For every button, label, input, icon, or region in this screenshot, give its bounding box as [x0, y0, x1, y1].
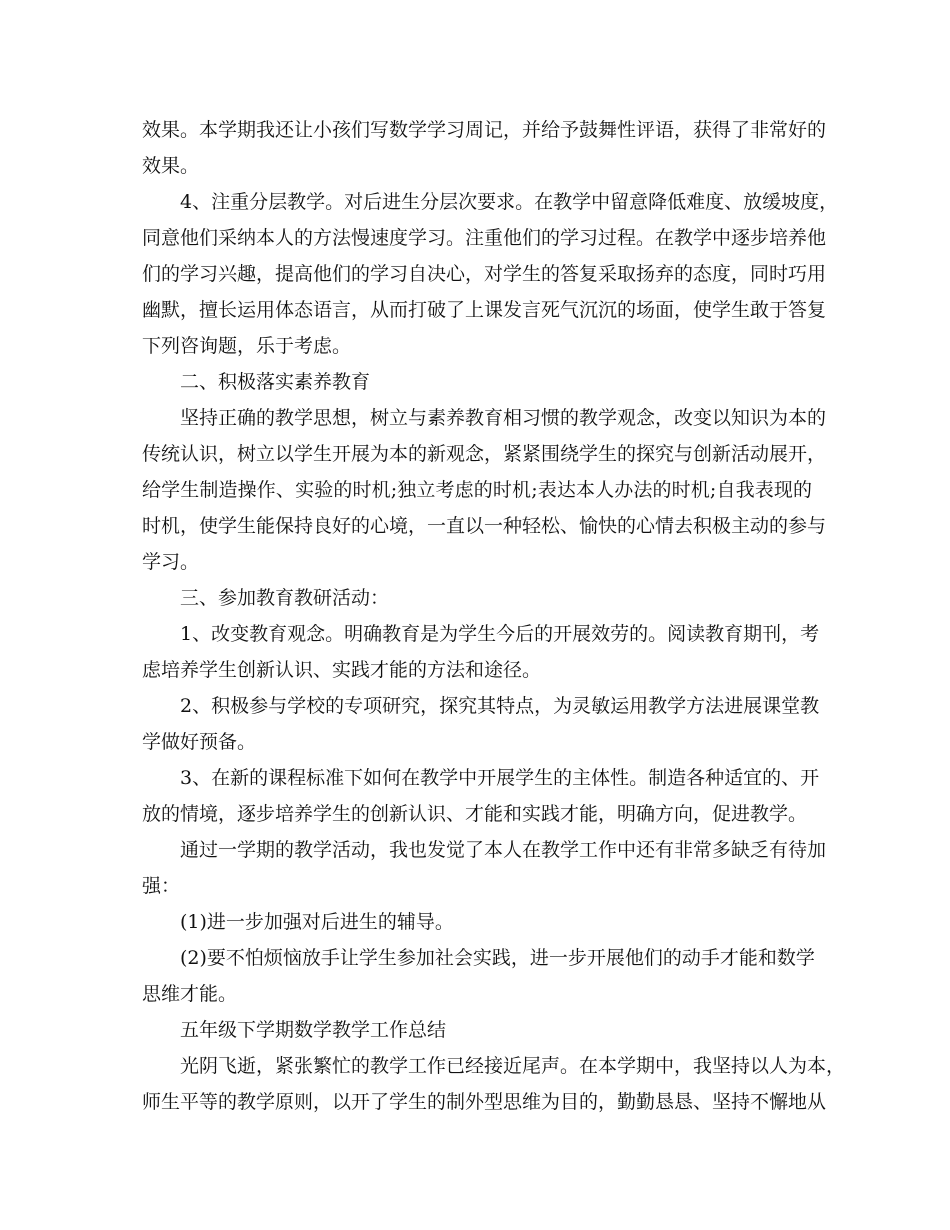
- paragraph-line: 同意他们采纳本人的方法慢速度学习。注重他们的学习过程。在教学中逐步培养他: [142, 227, 827, 249]
- section-heading: 二、积极落实素养教育: [180, 371, 371, 393]
- section-title: 五年级下学期数学教学工作总结: [180, 1019, 447, 1041]
- paragraph-line: 学习。: [142, 551, 200, 573]
- paragraph-line: 放的情境，逐步培养学生的创新认识、才能和实践才能，明确方向，促进教学。: [142, 803, 808, 825]
- paragraph-line: 传统认识，树立以学生开展为本的新观念，紧紧围绕学生的探究与创新活动展开，: [142, 443, 827, 465]
- list-item: (2)要不怕烦恼放手让学生参加社会实践，进一步开展他们的动手才能和数学: [180, 947, 815, 969]
- paragraph-line: 师生平等的教学原则，以开了学生的制外型思维为目的，勤勤恳恳、坚持不懈地从: [142, 1091, 827, 1113]
- paragraph-line: 坚持正确的教学思想，树立与素养教育相习惯的教学观念，改变以知识为本的: [180, 407, 827, 429]
- paragraph-line: 给学生制造操作、实验的时机;独立考虑的时机;表达本人办法的时机;自我表现的: [142, 479, 812, 501]
- paragraph-line: 强：: [142, 875, 181, 897]
- paragraph-line: 思维才能。: [142, 983, 238, 1005]
- paragraph-line: 幽默，擅长运用体态语言，从而打破了上课发言死气沉沉的场面，使学生敢于答复: [142, 299, 827, 321]
- paragraph-line: 们的学习兴趣，提高他们的学习自决心，对学生的答复采取扬弃的态度，同时巧用: [142, 263, 827, 285]
- paragraph-line: 下列咨询题，乐于考虑。: [142, 335, 352, 357]
- paragraph-line: 通过一学期的教学活动，我也发觉了本人在教学工作中还有非常多缺乏有待加: [180, 839, 827, 861]
- paragraph-line: 学做好预备。: [142, 731, 257, 753]
- paragraph-line: 效果。: [142, 155, 200, 177]
- paragraph-line: 3、在新的课程标准下如何在教学中开展学生的主体性。制造各种适宜的、开: [180, 767, 820, 789]
- list-item: (1)进一步加强对后进生的辅导。: [180, 911, 454, 933]
- paragraph-line: 光阴飞逝，紧张繁忙的教学工作已经接近尾声。在本学期中，我坚持以人为本，: [180, 1055, 846, 1077]
- paragraph-line: 1、改变教育观念。明确教育是为学生今后的开展效劳的。阅读教育期刊，考: [180, 623, 820, 645]
- paragraph-line: 2、积极参与学校的专项研究，探究其特点，为灵敏运用教学方法进展课堂教: [180, 695, 820, 717]
- paragraph-line: 4、注重分层教学。对后进生分层次要求。在教学中留意降低难度、放缓坡度，: [180, 191, 839, 213]
- paragraph-line: 效果。本学期我还让小孩们写数学学习周记，并给予鼓舞性评语，获得了非常好的: [142, 119, 827, 141]
- section-heading: 三、参加教育教研活动：: [180, 587, 390, 609]
- paragraph-line: 虑培养学生创新认识、实践才能的方法和途径。: [142, 659, 542, 681]
- paragraph-line: 时机，使学生能保持良好的心境，一直以一种轻松、愉快的心情去积极主动的参与: [142, 515, 827, 537]
